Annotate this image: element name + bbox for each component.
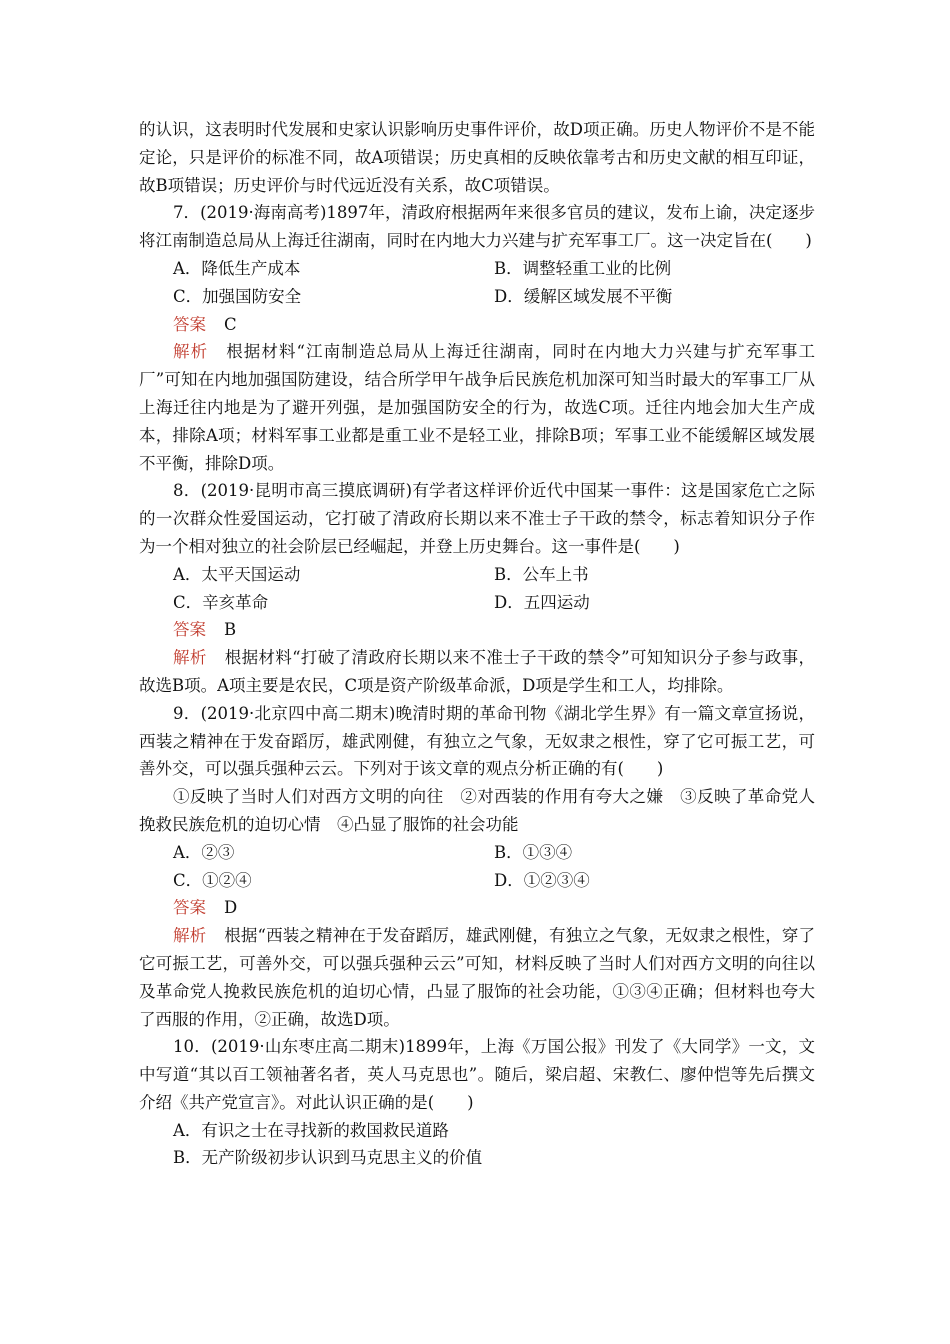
- option-a: A．太平天国运动: [173, 564, 301, 584]
- intro-paragraph: 的认识，这表明时代发展和史家认识影响历史事件评价，故D项正确。历史人物评价不是不能定论，只是评价的标准不同，故A项错误；历史真相的反映依靠考古和历史文献的相互印证，故B项错误；历史评价与时代远近没有关系，故C项错误。: [139, 120, 815, 195]
- option-b: B．公车上书: [494, 564, 589, 584]
- option-b: B．无产阶级初步认识到马克思主义的价值: [173, 1148, 483, 1168]
- answer-value: C: [224, 314, 237, 334]
- question-9-answer: [139, 894, 815, 922]
- option-a: A．降低生产成本: [173, 258, 301, 278]
- answer-label: 答案: [173, 314, 206, 334]
- analysis-label: 解析: [173, 342, 209, 362]
- question-9: [139, 700, 815, 1034]
- question-10-stem: 10．(2019·山东枣庄高二期末)1899年，上海《万国公报》刊发了《大同学》一文，文中写道“其以百工领袖著名者，英人马克思也”。随后，梁启超、宋教仁、廖仲恺等先后撰文介绍《共产党宣言》。对此认识正确的是( ): [139, 1037, 815, 1112]
- option-c: C．辛亥革命: [173, 592, 269, 612]
- analysis-label: 解析: [173, 648, 207, 668]
- question-9-options-row-2: [139, 867, 815, 895]
- question-8-stem: 8．(2019·昆明市高三摸底调研)有学者这样评价近代中国某一事件：这是国家危亡之际的一次群众性爱国运动，它打破了清政府长期以来不准士子干政的禁令，标志着知识分子作为一个相对独立的社会阶层已经崛起，并登上历史舞台。这一事件是( ): [139, 481, 815, 556]
- question-8-analysis: [139, 644, 815, 700]
- question-9-options-row-1: [139, 839, 815, 867]
- question-7: [139, 199, 815, 477]
- question-9-statements: ①反映了当时人们对西方文明的向往 ②对西装的作用有夸大之嫌 ③反映了革命党人挽救民族危机的迫切心情 ④凸显了服饰的社会功能: [139, 787, 815, 834]
- option-a: A．有识之士在寻找新的救国救民道路: [173, 1120, 449, 1140]
- option-b: B．调整轻重工业的比例: [494, 258, 672, 278]
- option-c: C．①②④: [173, 870, 252, 890]
- answer-value: D: [224, 898, 238, 918]
- question-8-options-row-2: [139, 589, 815, 617]
- analysis-text: 根据“西装之精神在于发奋蹈厉，雄武刚健，有独立之气象，无奴隶之根性，穿了它可振工艺，可善外交，可以强兵强种云云”可知，材料反映了当时人们对西方文明的向往以及革命党人挽救民族危机的迫切心情，凸显了服饰的社会功能，①③④正确；但材料也夸大了西服的作用，②正确，故选D项。: [139, 926, 816, 1029]
- question-8-answer: [139, 616, 815, 644]
- option-c: C．加强国防安全: [173, 286, 302, 306]
- question-7-options-row-1: [139, 255, 815, 283]
- question-9-analysis: [139, 922, 815, 1033]
- question-7-answer: [139, 311, 815, 339]
- analysis-text: 根据材料“江南制造总局从上海迁往湖南，同时在内地大力兴建与扩充军事工厂”可知在内地加强国防建设，结合所学甲午战争后民族危机加深可知当时最大的军事工厂从上海迁往内地是为了避开列强，是加强国防安全的行为，故选C项。迁往内地会加大生产成本，排除A项；材料军事工业都是重工业不是轻工业，排除B项；军事工业不能缓解区域发展不平衡，排除D项。: [139, 342, 816, 473]
- question-7-options-row-2: [139, 283, 815, 311]
- analysis-label: 解析: [173, 926, 207, 946]
- question-10: [139, 1033, 815, 1172]
- question-7-analysis: [139, 338, 815, 477]
- answer-label: 答案: [173, 620, 206, 640]
- answer-label: 答案: [173, 898, 206, 918]
- option-d: D．五四运动: [494, 592, 590, 612]
- analysis-text: 根据材料“打破了清政府长期以来不准士子干政的禁令”可知知识分子参与政事，故选B项。A项主要是农民，C项是资产阶级革命派，D项是学生和工人，均排除。: [139, 648, 816, 695]
- option-d: D．①②③④: [494, 870, 590, 890]
- answer-value: B: [224, 620, 237, 640]
- question-8-options-row-1: [139, 561, 815, 589]
- option-a: A．②③: [173, 842, 235, 862]
- option-d: D．缓解区域发展不平衡: [494, 286, 673, 306]
- question-8: [139, 477, 815, 699]
- question-7-stem: 7．(2019·海南高考)1897年，清政府根据两年来很多官员的建议，发布上谕，决定逐步将江南制造总局从上海迁往湖南，同时在内地大力兴建与扩充军事工厂。这一决定旨在( ): [139, 203, 815, 251]
- option-b: B．①③④: [494, 842, 573, 862]
- document-page: [139, 116, 815, 1172]
- question-9-stem: 9．(2019·北京四中高二期末)晚清时期的革命刊物《湖北学生界》有一篇文章宣扬说，西装之精神在于发奋蹈厉，雄武刚健，有独立之气象，无奴隶之根性，穿了它可振工艺，可善外交，可以强兵强种云云。下列对于该文章的观点分析正确的有( ): [139, 703, 815, 779]
